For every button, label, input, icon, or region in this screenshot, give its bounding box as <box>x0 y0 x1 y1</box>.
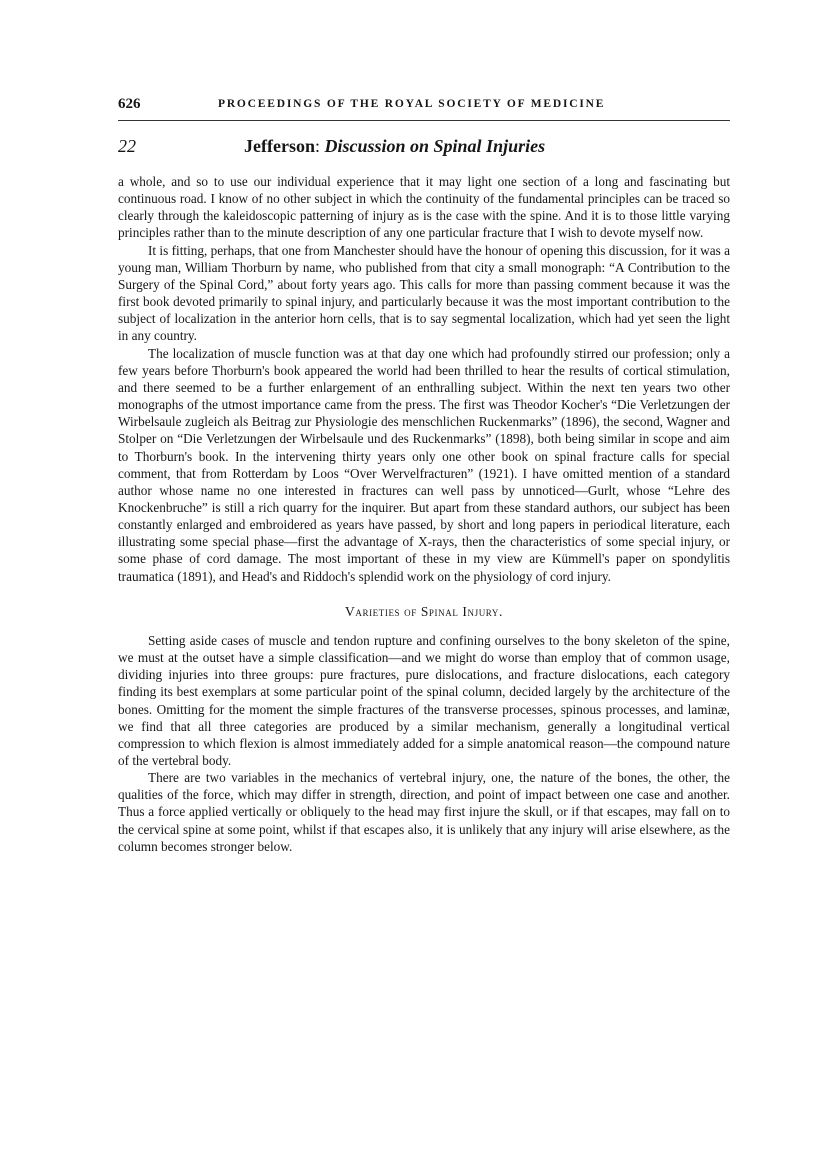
paragraph: There are two variables in the mechanics of vertebral injury, one, the nature of the bones, the other, the qualities of the force, which may differ in strength, direction, and point of impact between one case and another. Thus a force applied vertically or obliquely to the head may first injure the skull, or if that escapes, may fall on to the cervical spine at some point, whilst if that escapes also, it is unlikely that any injury will arise elsewhere, as the column becomes stronger below. <box>118 770 730 854</box>
journal-title: PROCEEDINGS OF THE ROYAL SOCIETY OF MEDICINE <box>218 98 606 110</box>
paper-subject: Discussion on Spinal Injuries <box>324 136 546 156</box>
article-body <box>118 173 730 855</box>
page-number: 626 <box>118 96 141 112</box>
running-head <box>118 94 728 114</box>
section-heading: Varieties of Spinal Injury. <box>345 603 503 619</box>
paper-title <box>244 136 545 157</box>
title-separator: : <box>314 136 320 156</box>
header-divider <box>118 120 730 121</box>
paper-number: 22 <box>118 136 136 156</box>
paragraph: The localization of muscle function was at that day one which had profoundly stirred our profession; only a few years before Thorburn's book appeared the world had been thrilled to hear the results of cortical stimulation, and there seemed to be a further enlargement of an enthralling subject. Within the next ten years two other monographs of the utmost importance came from the press. The first was Theodor Kocher's “Die Verletzungen der Wirbelsaule zugleich als Beitrag zur Physiologie des menschlichen Ruckenmarks” (1896), the second, Wagner and Stolper on “Die Verletzungen der Wirbelsaule und des Ruckenmarks” (1898), both being similar in scope and aim to Thorburn's book. In the intervening thirty years only one other book on spinal fracture calls for special comment, that from Rotterdam by Loos “Over Wervelfracturen” (1921). I have omitted mention of a standard author whose name no one interested in fractures can well pass by unnoticed—Gurlt, whose “Lehre des Knockenbruche” is still a rich quarry for the inquirer. But apart from these standard authors, our subject has been constantly enlarged and embroidered as years have passed, by short and long papers in periodical literature, each illustrating some special phase—first the advantage of X-rays, then the characteristics of some special injury, or some phase of cord damage. The most important of these in my view are Kümmell's paper on spondylitis traumatica (1891), and Head's and Riddoch's splendid work on the physiology of cord injury. <box>118 345 730 584</box>
paragraph: It is fitting, perhaps, that one from Manchester should have the honour of opening this discussion, for it was a young man, William Thorburn by name, who published from that city a small monograph: “A Contribution to the Surgery of the Spinal Cord,” about forty years ago. This calls for more than passing comment because it was the first book devoted primarily to spinal injury, and particularly because it was the most important contribution to the subject of localization in the anterior horn cells, that is to say segmental localization, which had yet seen the light in any country. <box>118 242 730 344</box>
paragraph: a whole, and so to use our individual experience that it may light one section of a long and fascinating but continuous road. I know of no other subject in which the continuity of the fundamental principles can be traced so clearly through the kaleidoscopic patterning of injury as is the case with the spine. And it is to those little varying principles rather than to the minute description of any one particular fracture that I wish to devote myself now. <box>118 174 730 241</box>
paragraph: Setting aside cases of muscle and tendon rupture and confining ourselves to the bony skeleton of the spine, we must at the outset have a simple classification—and we might do worse than employ that of common usage, dividing injuries into three groups: pure fractures, pure dislocations, and fracture dislocations, each category finding its best exemplars at some particular point of the spinal column, decided largely by the architecture of the bones. Omitting for the moment the simple fractures of the transverse processes, spinous processes, and laminæ, we find that all three categories are produced by a similar mechanism, generally a longitudinal vertical compression to which flexion is almost immediately added for a simple anatomical reason—the compound nature of the vertebral body. <box>118 632 730 768</box>
paper-heading <box>118 136 730 160</box>
author-name: Jefferson <box>244 136 315 156</box>
